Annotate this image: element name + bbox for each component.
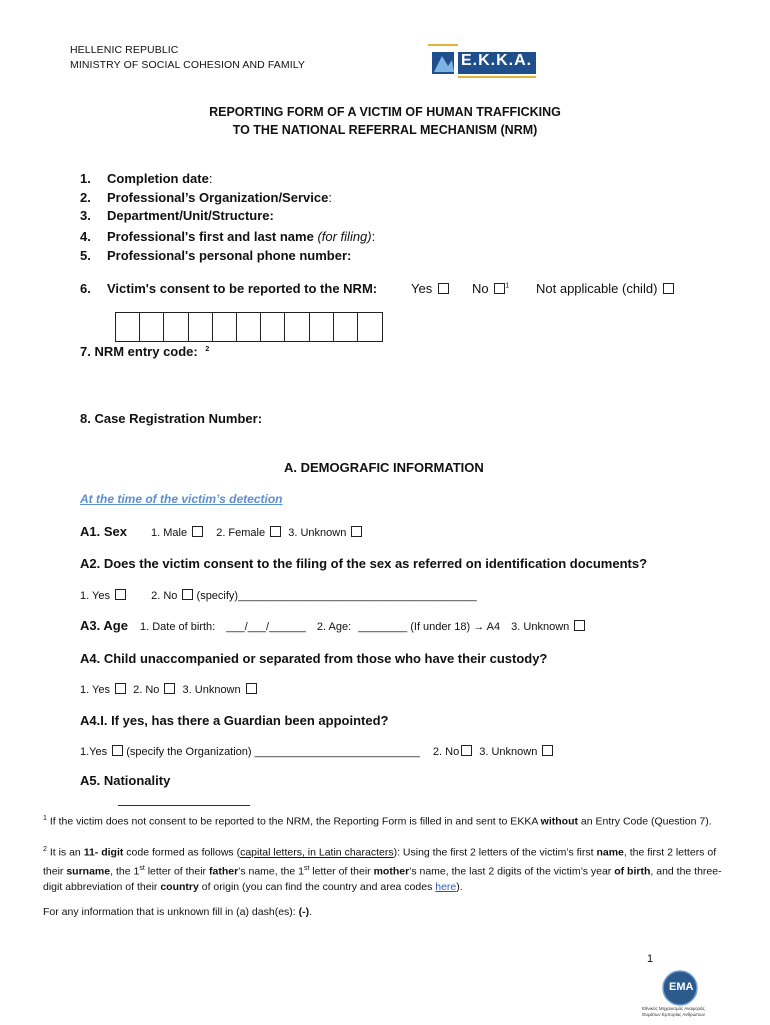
a1-opt-male[interactable]: 1. Male bbox=[151, 527, 203, 539]
country-codes-link[interactable]: here bbox=[435, 881, 457, 893]
footnote-separator bbox=[118, 805, 250, 806]
header-ministry: MINISTRY OF SOCIAL COHESION AND FAMILY bbox=[70, 59, 306, 71]
a1-options bbox=[151, 526, 362, 539]
page-number: 1 bbox=[647, 953, 654, 965]
nrm-code-cell[interactable] bbox=[261, 313, 285, 341]
a2-opt-no[interactable]: 2. No (specify)_______________________________________ bbox=[151, 590, 477, 602]
consent-no-checkbox[interactable] bbox=[494, 283, 505, 294]
item-completion-date: 1. Completion date: bbox=[80, 171, 213, 186]
item-department: 3. Department/Unit/Structure: bbox=[80, 208, 274, 223]
section-a-title: A. DEMOGRAFIC INFORMATION bbox=[284, 460, 484, 475]
nrm-entry-code-label: 7. NRM entry code: $^2$ bbox=[80, 344, 210, 359]
consent-yes-checkbox[interactable] bbox=[438, 283, 449, 294]
nrm-code-cell[interactable] bbox=[358, 313, 382, 341]
case-registration-label: 8. Case Registration Number: bbox=[80, 411, 263, 426]
item-professional-name: 4. Professional's first and last name (for filing): bbox=[80, 229, 376, 244]
a4i-label: A4.I. If yes, has there a Guardian been appointed? bbox=[80, 713, 389, 728]
nrm-code-cell[interactable] bbox=[140, 313, 164, 341]
ema-logo bbox=[640, 970, 730, 1020]
consent-no[interactable]: No $^1$ bbox=[472, 281, 510, 296]
a4i-opt-yes[interactable]: 1.Yes (specify the Organization) ___________________________ bbox=[80, 746, 420, 758]
consent-na[interactable]: Not applicable (child) bbox=[536, 281, 674, 296]
footnote-1: $^1$ If the victim does not consent to be reported to the NRM, the Reporting Form is filled in and sent to EKKA without an Entry Code (Question 7). bbox=[43, 815, 712, 828]
footnote-2: $^2$ It is an 11- digit code formed as follows (capital letters, in Latin characters): Using the first 2 letters of the victim’s first name, the first 2 letters of their surname, the 1st letter of their father’s name, the 1st letter of their mother’s name, the last 2 digits of the victim’s year of birth, and the three-digit abbreviation of their country of origin (you can find the country and area codes here). bbox=[43, 846, 722, 893]
nrm-code-cell[interactable] bbox=[189, 313, 213, 341]
a4-opt-yes[interactable]: 1. Yes bbox=[80, 684, 126, 696]
ekka-logo-text: E.K.K.A. bbox=[461, 52, 533, 69]
a4-opt-no[interactable]: 2. No bbox=[133, 684, 175, 696]
a3-age-field[interactable]: ________ bbox=[358, 621, 408, 633]
form-title-line2: TO THE NATIONAL REFERRAL MECHANISM (NRM) bbox=[232, 123, 538, 137]
a3-opt-unknown[interactable]: 3. Unknown bbox=[511, 621, 585, 633]
a3-dob-field[interactable]: ___/___/______ bbox=[226, 621, 306, 633]
item-phone: 5. Professional's personal phone number: bbox=[80, 248, 352, 263]
form-title-line1: REPORTING FORM OF A VICTIM OF HUMAN TRAFFICKING bbox=[209, 105, 561, 119]
a1-opt-female[interactable]: 2. Female bbox=[216, 527, 281, 539]
a4-options bbox=[80, 683, 257, 696]
consent-yes[interactable]: Yes bbox=[411, 281, 449, 296]
item-consent: 6. Victim's consent to be reported to the NRM: bbox=[80, 281, 378, 296]
header-country: HELLENIC REPUBLIC bbox=[70, 44, 179, 56]
a4-opt-unknown[interactable]: 3. Unknown bbox=[183, 684, 257, 696]
section-a-subtitle: At the time of the victim’s detection bbox=[80, 492, 283, 506]
a2-options bbox=[80, 589, 477, 602]
a4-label: A4. Child unaccompanied or separated from those who have their custody? bbox=[80, 651, 548, 666]
a4i-opt-unknown[interactable]: 3. Unknown bbox=[479, 746, 553, 758]
nrm-code-boxes[interactable] bbox=[115, 312, 383, 342]
ema-logo-text: EMA bbox=[669, 981, 694, 993]
a4i-opt-no[interactable]: 2. No bbox=[433, 746, 472, 758]
nrm-code-cell[interactable] bbox=[164, 313, 188, 341]
nrm-code-cell[interactable] bbox=[213, 313, 237, 341]
a4i-options bbox=[80, 745, 553, 758]
a2-label: A2. Does the victim consent to the filing of the sex as referred on identification documents? bbox=[80, 556, 648, 571]
a1-label: A1. Sex bbox=[80, 524, 127, 539]
a1-opt-unknown[interactable]: 3. Unknown bbox=[288, 527, 362, 539]
nrm-code-cell[interactable] bbox=[116, 313, 140, 341]
nrm-code-cell[interactable] bbox=[334, 313, 358, 341]
a2-opt-yes[interactable]: 1. Yes bbox=[80, 590, 126, 602]
a5-label: A5. Nationality bbox=[80, 773, 171, 788]
nrm-code-cell[interactable] bbox=[285, 313, 309, 341]
nrm-code-cell[interactable] bbox=[310, 313, 334, 341]
nrm-code-cell[interactable] bbox=[237, 313, 261, 341]
a3-label: A3. Age bbox=[80, 618, 128, 633]
ema-caption-2: Θυμάτων Εμπορίας Ανθρώπων bbox=[642, 1012, 705, 1017]
footnote-3: For any information that is unknown fill in (a) dash(es): (-). bbox=[43, 906, 313, 918]
ekka-logo bbox=[428, 44, 538, 80]
ema-caption-1: Εθνικός Μηχανισμός Αναφοράς bbox=[642, 1006, 705, 1011]
a3-options: 1. Date of birth: ___/___/______ 2. Age: ________ (If under 18) → A4 3. Unknown bbox=[140, 620, 585, 633]
consent-na-checkbox[interactable] bbox=[663, 283, 674, 294]
item-organization: 2. Professional’s Organization/Service: bbox=[80, 190, 332, 205]
